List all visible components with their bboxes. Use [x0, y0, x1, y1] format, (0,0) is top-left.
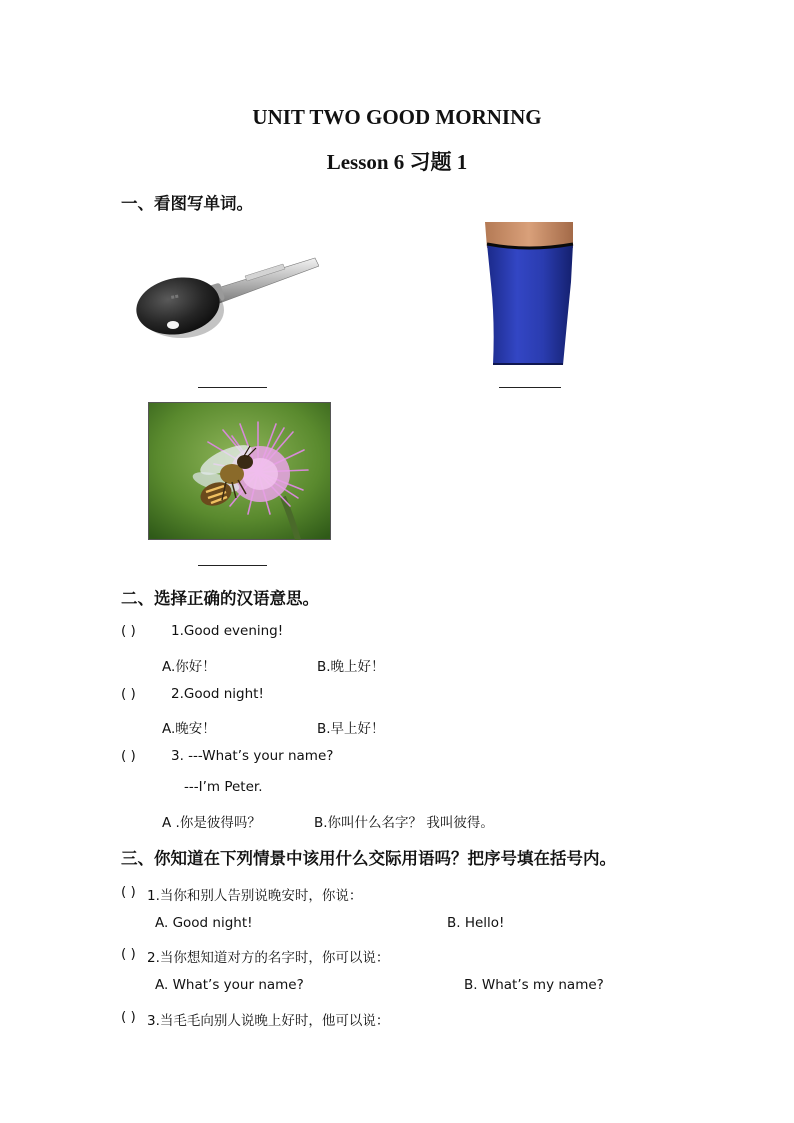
- question-2-3: 3. ---What’s your name?: [171, 748, 334, 764]
- section3-heading: 三、你知道在下列情景中该用什么交际用语吗？把序号填在括号内。: [121, 849, 616, 868]
- answer-bracket-3-3[interactable]: ( ): [121, 1009, 136, 1025]
- option-2-3-b: B.你叫什么名字？ 我叫彼得。: [314, 815, 494, 831]
- option-3-2-b: B. What’s my name?: [464, 977, 604, 993]
- option-3-1-b: B. Hello!: [447, 915, 505, 931]
- option-3-1-a: A. Good night!: [155, 915, 253, 931]
- section2-heading: 二、选择正确的汉语意思。: [121, 589, 319, 608]
- svg-text:▪▪: ▪▪: [170, 292, 180, 301]
- option-2-2-a: A.晚安！: [162, 721, 216, 737]
- option-3-2-a: A. What’s your name?: [155, 977, 304, 993]
- answer-blank-1[interactable]: [198, 387, 267, 388]
- question-3-3: 3.当毛毛向别人说晚上好时，他可以说：: [147, 1013, 390, 1029]
- answer-bracket-2-3[interactable]: ( ): [121, 748, 136, 764]
- answer-bracket-2-2[interactable]: ( ): [121, 686, 136, 702]
- knee-picture: [483, 222, 575, 365]
- answer-bracket-3-1[interactable]: ( ): [121, 884, 136, 900]
- question-2-2: 2.Good night!: [171, 686, 264, 702]
- answer-blank-3[interactable]: [198, 565, 267, 566]
- option-2-2-b: B.早上好！: [317, 721, 385, 737]
- key-picture: [133, 252, 319, 342]
- section1-heading: 一、看图写单词。: [121, 194, 253, 213]
- lesson-title: Lesson 6 习题 1: [326, 150, 468, 174]
- answer-bracket-2-1[interactable]: ( ): [121, 623, 136, 639]
- option-2-3-a: A .你是彼得吗？: [162, 815, 261, 831]
- option-2-1-b: B.晚上好！: [317, 659, 385, 675]
- question-2-1: 1.Good evening!: [171, 623, 284, 639]
- question-3-1: 1.当你和别人告别说晚安时，你说：: [147, 888, 363, 904]
- question-3-2: 2.当你想知道对方的名字时，你可以说：: [147, 950, 390, 966]
- bee-picture: [148, 402, 331, 540]
- answer-blank-2[interactable]: [499, 387, 561, 388]
- question-2-3-reply: ---I’m Peter.: [184, 779, 263, 795]
- option-2-1-a: A.你好！: [162, 659, 216, 675]
- unit-title: UNIT TWO GOOD MORNING: [252, 105, 542, 129]
- answer-bracket-3-2[interactable]: ( ): [121, 946, 136, 962]
